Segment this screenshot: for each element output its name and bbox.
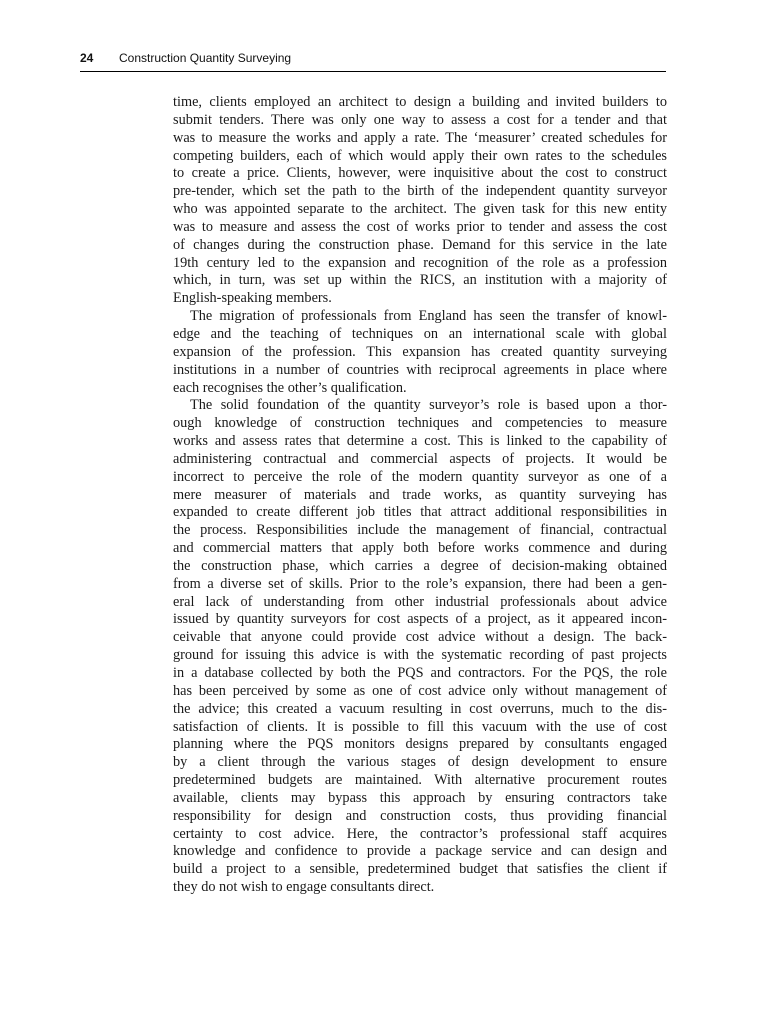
text-line: English-speaking members.: [173, 290, 332, 307]
page-number: 24: [80, 51, 94, 65]
paragraph: [173, 308, 667, 397]
text-line: institutions in a number of countries with reciprocal agreements in place where: [173, 361, 667, 378]
text-line: ough knowledge of construction techniques and competencies to measure: [173, 415, 667, 432]
text-line: planning where the PQS monitors designs prepared by consultants engaged: [173, 736, 667, 753]
text-line: administering contractual and commercial aspects of projects. It would be: [173, 450, 667, 467]
text-line: was to measure and assess the cost of works prior to tender and assess the cost: [173, 218, 667, 235]
text-line: ground for issuing this advice is with the systematic recording of past projects: [173, 647, 667, 664]
paragraph: [173, 94, 667, 308]
text-line: the construction phase, which carries a degree of decision-making obtained: [173, 557, 667, 574]
text-line: has been perceived by some as one of cost advice only without management of: [173, 682, 667, 699]
text-line: 19th century led to the expansion and recognition of the role as a profession: [173, 254, 667, 271]
text-line: certainty to cost advice. Here, the contractor’s professional staff acquires: [173, 825, 667, 842]
text-line: pre-tender, which set the path to the birth of the independent quantity surveyor: [173, 183, 667, 200]
text-line: and commercial matters that apply both before works commence and during: [173, 540, 667, 557]
text-line: issued by quantity surveyors for cost aspects of a project, as it appeared incon-: [173, 611, 667, 628]
text-line: satisfaction of clients. It is possible to fill this vacuum with the use of cost: [173, 718, 667, 735]
text-line: predetermined budgets are maintained. With alternative procurement routes: [173, 772, 667, 789]
text-line: to create a price. Clients, however, were inquisitive about the cost to construct: [173, 165, 667, 182]
page-header: [80, 50, 666, 72]
text-line: they do not wish to engage consultants direct.: [173, 879, 435, 896]
text-line: available, clients may bypass this approach by ensuring contractors take: [173, 789, 667, 806]
text-line: mere measurer of materials and trade works, as quantity surveying has: [173, 486, 667, 503]
text-line: knowledge and confidence to provide a package service and can design and: [173, 843, 667, 860]
text-line: was to measure the works and apply a rate. The ‘measurer’ created schedules for: [173, 129, 667, 146]
text-line: which, in turn, was set up within the RICS, an institution with a majority of: [173, 272, 667, 289]
text-line: by a client through the various stages of design development to ensure: [173, 754, 667, 771]
text-line: edge and the teaching of techniques on an international scale with global: [173, 325, 667, 342]
text-line: build a project to a sensible, predetermined budget that satisfies the client if: [173, 861, 667, 878]
text-line: expanded to create different job titles that attract additional responsibilities in: [173, 504, 667, 521]
text-line: from a diverse set of skills. Prior to the role’s expansion, there had been a gen-: [173, 575, 667, 592]
text-line: of changes during the construction phase. Demand for this service in the late: [173, 236, 667, 253]
text-line: eral lack of understanding from other industrial professionals about advice: [173, 593, 667, 610]
text-line: the process. Responsibilities include the management of financial, contractual: [173, 522, 667, 539]
text-line: ceivable that anyone could provide cost advice without a design. The back-: [173, 629, 667, 646]
text-line: each recognises the other’s qualification.: [173, 379, 407, 396]
text-line: in a database collected by both the PQS and contractors. For the PQS, the role: [173, 665, 667, 681]
text-line: competing builders, each of which would apply their own rates to the schedules: [173, 147, 667, 164]
text-line: works and assess rates that determine a cost. This is linked to the capability of: [173, 433, 667, 450]
text-line: The solid foundation of the quantity surveyor’s role is based upon a thor-: [190, 397, 667, 414]
running-title: Construction Quantity Surveying: [119, 51, 292, 65]
text-line: responsibility for design and construction costs, thus providing financial: [173, 807, 667, 824]
text-line: expansion of the profession. This expansion has created quantity surveying: [173, 343, 667, 360]
paragraph: [173, 397, 667, 897]
text-line: who was appointed separate to the architect. The given task for this new entity: [173, 201, 667, 218]
text-line: time, clients employed an architect to design a building and invited builders to: [173, 94, 667, 110]
text-line: the advice; this created a vacuum resulting in cost overruns, much to the dis-: [173, 700, 667, 717]
text-line: submit tenders. There was only one way to assess a cost for a tender and that: [173, 111, 667, 128]
body-text: [173, 94, 667, 897]
text-line: The migration of professionals from England has seen the transfer of knowl-: [190, 308, 667, 325]
text-line: incorrect to perceive the role of the modern quantity surveyor as one of a: [173, 468, 667, 485]
